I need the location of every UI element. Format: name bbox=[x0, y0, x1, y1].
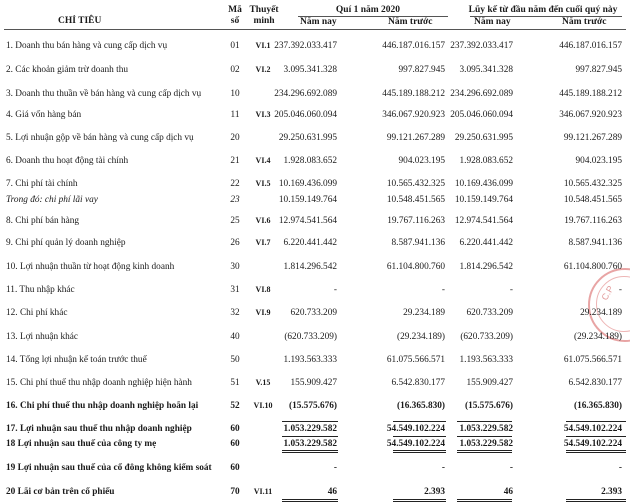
row-value-ytd-last-year: 2.393 bbox=[601, 487, 622, 497]
row-value-ytd-this-year: 1.053.229.582 bbox=[459, 439, 513, 449]
row-code: 50 bbox=[230, 355, 240, 365]
row-value-q-last-year: 997.827.945 bbox=[398, 65, 445, 75]
table-row bbox=[0, 155, 630, 167]
row-value-ytd-last-year: 10.565.432.325 bbox=[563, 179, 622, 189]
row-label: 10. Lợi nhuận thuần từ hoạt động kinh doanh bbox=[6, 262, 175, 272]
row-value-q-last-year: 904.023.195 bbox=[398, 156, 445, 166]
total-underline bbox=[393, 499, 446, 500]
row-value-ytd-this-year: 46 bbox=[503, 487, 513, 497]
row-value-ytd-last-year: 29.234.189 bbox=[580, 308, 622, 318]
table-row bbox=[0, 354, 630, 366]
table-row bbox=[0, 237, 630, 249]
total-underline bbox=[393, 421, 446, 422]
header-q-nam-truoc: Năm trước bbox=[388, 17, 433, 27]
row-label: 8. Chi phí bán hàng bbox=[6, 216, 80, 226]
row-note: VI.6 bbox=[255, 216, 271, 225]
row-note: VI.5 bbox=[255, 179, 271, 188]
row-value-q-last-year: 19.767.116.263 bbox=[387, 216, 445, 226]
row-value-ytd-this-year: - bbox=[509, 285, 513, 295]
total-underline bbox=[282, 450, 338, 451]
row-code: 30 bbox=[230, 262, 240, 272]
row-note: VI.4 bbox=[255, 156, 271, 165]
row-label: 6. Doanh thu hoạt động tài chính bbox=[6, 156, 129, 166]
row-label: 16. Chi phí thuế thu nhập doanh nghiệp hoãn lại bbox=[6, 401, 199, 411]
header-ytd-nam-truoc: Năm trước bbox=[562, 17, 607, 27]
header-thuyet-minh-line1: Thuyết bbox=[249, 5, 279, 15]
row-value-ytd-last-year: 904.023.195 bbox=[575, 156, 622, 166]
row-label: 1. Doanh thu bán hàng và cung cấp dịch vụ bbox=[6, 41, 168, 51]
row-value-ytd-last-year: 54.549.102.224 bbox=[563, 424, 622, 434]
row-value-q-this-year: 6.220.441.442 bbox=[283, 238, 337, 248]
row-value-q-last-year: (16.365.830) bbox=[396, 401, 445, 411]
row-value-q-last-year: 445.189.188.212 bbox=[382, 89, 445, 99]
total-underline bbox=[393, 450, 446, 451]
row-label: 15. Chi phí thuế thu nhập doanh nghiệp hiện hành bbox=[6, 378, 192, 388]
row-value-q-this-year: 10.159.149.764 bbox=[278, 195, 337, 205]
table-row bbox=[0, 132, 630, 144]
row-value-q-this-year: 1.928.083.652 bbox=[283, 156, 337, 166]
row-value-ytd-this-year: 12.974.541.564 bbox=[454, 216, 513, 226]
row-value-q-this-year: 1.053.229.582 bbox=[283, 424, 337, 434]
row-value-q-last-year: 6.542.830.177 bbox=[391, 378, 445, 388]
row-code: 21 bbox=[230, 156, 240, 166]
table-row bbox=[0, 284, 630, 296]
row-value-q-last-year: - bbox=[441, 463, 445, 473]
header-ma-so-line2: số bbox=[230, 16, 240, 26]
table-row bbox=[0, 307, 630, 319]
row-code: 26 bbox=[230, 238, 240, 248]
row-code: 10 bbox=[230, 89, 240, 99]
row-code: 01 bbox=[230, 41, 240, 51]
row-code: 23 bbox=[230, 195, 240, 205]
table-row bbox=[0, 438, 630, 450]
row-label: 4. Giá vốn hàng bán bbox=[6, 110, 82, 120]
row-value-q-this-year: - bbox=[333, 285, 337, 295]
row-value-ytd-last-year: 54.549.102.224 bbox=[563, 439, 622, 449]
row-value-q-this-year: 1.193.563.333 bbox=[283, 355, 337, 365]
row-code: 02 bbox=[230, 65, 240, 75]
row-value-q-this-year: (620.733.209) bbox=[284, 332, 337, 342]
row-value-q-this-year: 620.733.209 bbox=[290, 308, 337, 318]
table-row bbox=[0, 109, 630, 121]
table-row bbox=[0, 423, 630, 435]
row-value-ytd-last-year: 10.548.451.565 bbox=[563, 195, 622, 205]
table-row bbox=[0, 88, 630, 100]
header-ytd-nam-nay: Năm nay bbox=[474, 17, 511, 27]
row-label: 20 Lãi cơ bản trên cổ phiếu bbox=[6, 487, 115, 497]
row-code: 51 bbox=[230, 378, 240, 388]
total-underline bbox=[566, 499, 626, 500]
row-note: VI.1 bbox=[255, 41, 271, 50]
row-value-q-this-year: 1.814.296.542 bbox=[283, 262, 337, 272]
row-code: 22 bbox=[230, 179, 240, 189]
row-value-ytd-this-year: 3.095.341.328 bbox=[459, 65, 513, 75]
row-note: VI.11 bbox=[253, 487, 273, 496]
row-label: 2. Các khoản giảm trừ doanh thu bbox=[6, 65, 128, 75]
row-label: 17. Lợi nhuận sau thuế thu nhập doanh nghiệp bbox=[6, 424, 192, 434]
row-code: 60 bbox=[230, 424, 240, 434]
row-value-ytd-last-year: 346.067.920.923 bbox=[559, 110, 622, 120]
total-underline bbox=[282, 436, 338, 437]
total-underline bbox=[566, 436, 626, 437]
row-value-ytd-this-year: 6.220.441.442 bbox=[459, 238, 513, 248]
row-value-ytd-this-year: 1.814.296.542 bbox=[459, 262, 513, 272]
row-note: VI.3 bbox=[255, 110, 271, 119]
row-value-ytd-this-year: 10.159.149.764 bbox=[454, 195, 513, 205]
row-label: 9. Chi phí quản lý doanh nghiệp bbox=[6, 238, 126, 248]
row-note: VI.2 bbox=[255, 65, 271, 74]
row-value-ytd-last-year: 6.542.830.177 bbox=[568, 378, 622, 388]
table-row bbox=[0, 331, 630, 343]
row-value-ytd-last-year: (29.234.189) bbox=[573, 332, 622, 342]
row-value-q-this-year: - bbox=[333, 463, 337, 473]
row-label: 11. Thu nhập khác bbox=[6, 285, 75, 295]
row-note: VI.8 bbox=[255, 285, 271, 294]
row-value-q-this-year: 237.392.033.417 bbox=[274, 41, 337, 51]
row-value-q-last-year: 10.548.451.565 bbox=[386, 195, 445, 205]
total-underline bbox=[566, 452, 626, 453]
row-code: 40 bbox=[230, 332, 240, 342]
row-value-q-last-year: 29.234.189 bbox=[403, 308, 445, 318]
header-thuyet-minh-line2: minh bbox=[253, 16, 275, 26]
total-underline bbox=[457, 421, 512, 422]
row-label: 14. Tổng lợi nhuận kế toán trước thuế bbox=[6, 355, 147, 365]
table-row bbox=[0, 377, 630, 389]
row-value-ytd-last-year: 19.767.116.263 bbox=[564, 216, 622, 226]
row-value-ytd-this-year: 205.046.060.094 bbox=[450, 110, 513, 120]
row-value-q-last-year: 61.075.566.571 bbox=[386, 355, 445, 365]
row-value-ytd-this-year: 237.392.033.417 bbox=[450, 41, 513, 51]
row-value-q-last-year: 54.549.102.224 bbox=[386, 424, 445, 434]
row-label: 3. Doanh thu thuần về bán hàng và cung cấp dịch vụ bbox=[6, 89, 202, 99]
table-row bbox=[0, 64, 630, 76]
total-underline bbox=[457, 499, 512, 500]
row-value-q-last-year: 61.104.800.760 bbox=[386, 262, 445, 272]
row-code: 60 bbox=[230, 439, 240, 449]
row-value-ytd-this-year: 1.053.229.582 bbox=[459, 424, 513, 434]
row-value-ytd-last-year: - bbox=[618, 463, 622, 473]
row-note: VI.7 bbox=[255, 238, 271, 247]
total-underline bbox=[457, 436, 512, 437]
row-note: VI.10 bbox=[253, 401, 273, 410]
total-underline bbox=[393, 452, 446, 453]
row-value-ytd-this-year: 234.296.692.089 bbox=[450, 89, 513, 99]
total-underline bbox=[282, 452, 338, 453]
row-code: 70 bbox=[230, 487, 240, 497]
row-label: 12. Chi phí khác bbox=[6, 308, 68, 318]
total-underline bbox=[282, 499, 338, 500]
row-value-q-this-year: 234.296.692.089 bbox=[274, 89, 337, 99]
total-underline bbox=[457, 501, 512, 502]
row-value-q-this-year: 10.169.436.099 bbox=[278, 179, 337, 189]
row-value-q-last-year: 8.587.941.136 bbox=[391, 238, 445, 248]
row-value-ytd-this-year: 1.193.563.333 bbox=[459, 355, 513, 365]
header-ma-so-line1: Mã bbox=[228, 5, 242, 15]
row-value-q-this-year: 12.974.541.564 bbox=[278, 216, 337, 226]
row-value-q-last-year: 54.549.102.224 bbox=[386, 439, 445, 449]
total-underline bbox=[282, 501, 338, 502]
row-value-ytd-last-year: 99.121.267.289 bbox=[563, 133, 622, 143]
table-row bbox=[0, 215, 630, 227]
row-code: 25 bbox=[230, 216, 240, 226]
row-value-ytd-last-year: 997.827.945 bbox=[575, 65, 622, 75]
row-note: V.15 bbox=[255, 378, 271, 387]
row-value-ytd-last-year: - bbox=[618, 285, 622, 295]
row-label: Trong đó: chi phí lãi vay bbox=[6, 195, 98, 205]
row-value-q-last-year: 2.393 bbox=[424, 487, 445, 497]
row-value-q-last-year: (29.234.189) bbox=[396, 332, 445, 342]
row-value-q-last-year: 346.067.920.923 bbox=[382, 110, 445, 120]
table-row bbox=[0, 178, 630, 190]
row-code: 11 bbox=[230, 110, 240, 120]
row-value-ytd-this-year: 29.250.631.995 bbox=[454, 133, 513, 143]
total-underline bbox=[393, 501, 446, 502]
row-label: 5. Lợi nhuận gộp về bán hàng và cung cấp dịch vụ bbox=[6, 133, 194, 143]
table-row bbox=[0, 40, 630, 52]
row-value-ytd-this-year: 620.733.209 bbox=[466, 308, 513, 318]
row-code: 31 bbox=[230, 285, 240, 295]
total-underline bbox=[457, 450, 512, 451]
row-value-ytd-last-year: 61.104.800.760 bbox=[563, 262, 622, 272]
row-value-ytd-this-year: 155.909.427 bbox=[466, 378, 513, 388]
row-value-q-this-year: 46 bbox=[327, 487, 337, 497]
row-value-ytd-this-year: (620.733.209) bbox=[460, 332, 513, 342]
row-value-ytd-last-year: 445.189.188.212 bbox=[559, 89, 622, 99]
row-value-q-this-year: 3.095.341.328 bbox=[283, 65, 337, 75]
row-label: 18 Lợi nhuận sau thuế của công ty mẹ bbox=[6, 439, 157, 449]
header-chi-tieu: CHỈ TIÊU bbox=[58, 16, 102, 26]
total-underline bbox=[566, 501, 626, 502]
company-seal-text: C.P bbox=[599, 283, 616, 303]
header-ytd-title: Lũy kế từ đầu năm đến cuối quý này bbox=[468, 5, 618, 15]
row-value-ytd-last-year: (16.365.830) bbox=[573, 401, 622, 411]
row-value-ytd-last-year: 8.587.941.136 bbox=[568, 238, 622, 248]
row-label: 19 Lợi nhuận sau thuế của cổ đông không kiểm soát bbox=[6, 463, 212, 473]
table-row bbox=[0, 261, 630, 273]
row-value-q-last-year: 10.565.432.325 bbox=[386, 179, 445, 189]
total-underline bbox=[282, 421, 338, 422]
row-value-ytd-last-year: 446.187.016.157 bbox=[559, 41, 622, 51]
row-value-q-last-year: 99.121.267.289 bbox=[386, 133, 445, 143]
row-value-q-this-year: (15.575.676) bbox=[288, 401, 337, 411]
row-code: 52 bbox=[230, 401, 240, 411]
table-row bbox=[0, 486, 630, 498]
table-row bbox=[0, 462, 630, 474]
table-row bbox=[0, 194, 630, 206]
row-code: 60 bbox=[230, 463, 240, 473]
row-value-q-this-year: 1.053.229.582 bbox=[283, 439, 337, 449]
row-value-ytd-last-year: 61.075.566.571 bbox=[563, 355, 622, 365]
total-underline bbox=[457, 452, 512, 453]
row-code: 20 bbox=[230, 133, 240, 143]
row-code: 32 bbox=[230, 308, 240, 318]
row-value-q-this-year: 29.250.631.995 bbox=[278, 133, 337, 143]
row-value-ytd-this-year: 1.928.083.652 bbox=[459, 156, 513, 166]
row-label: 7. Chi phí tài chính bbox=[6, 179, 78, 189]
row-value-ytd-this-year: 10.169.436.099 bbox=[454, 179, 513, 189]
header-quarter-title: Quí 1 năm 2020 bbox=[335, 5, 401, 15]
row-value-q-last-year: - bbox=[441, 285, 445, 295]
total-underline bbox=[566, 450, 626, 451]
row-note: VI.9 bbox=[255, 308, 271, 317]
total-underline bbox=[566, 421, 626, 422]
row-value-q-this-year: 205.046.060.094 bbox=[274, 110, 337, 120]
row-value-q-last-year: 446.187.016.157 bbox=[382, 41, 445, 51]
row-value-q-this-year: 155.909.427 bbox=[290, 378, 337, 388]
row-value-ytd-this-year: - bbox=[509, 463, 513, 473]
table-row bbox=[0, 400, 630, 412]
total-underline bbox=[393, 436, 446, 437]
header-q-nam-nay: Năm nay bbox=[300, 17, 337, 27]
row-value-ytd-this-year: (15.575.676) bbox=[464, 401, 513, 411]
row-label: 13. Lợi nhuận khác bbox=[6, 332, 79, 342]
